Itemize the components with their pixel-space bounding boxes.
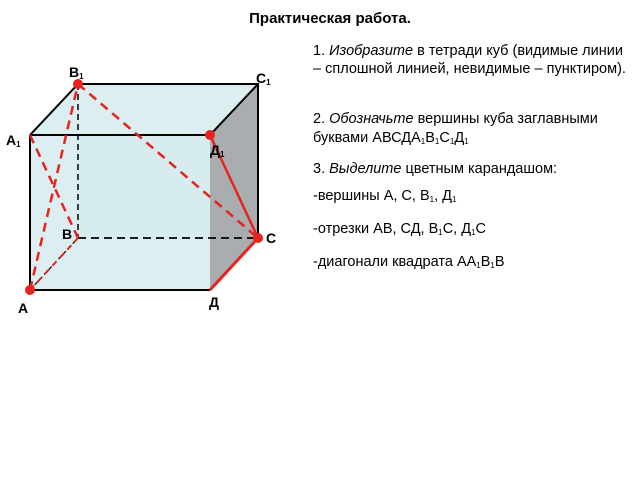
vertex-label-b1 xyxy=(69,64,84,81)
task-3-text: цветным карандашом: xyxy=(405,161,558,177)
vertex-sub: 1 xyxy=(266,78,271,87)
task-2-letter: С xyxy=(439,130,450,146)
vertex-label-c1 xyxy=(256,70,271,87)
vertex-c-dot xyxy=(253,233,263,243)
vertex-label-d1 xyxy=(210,142,224,159)
task-2-letter: Д xyxy=(454,130,465,146)
vertex-label-a xyxy=(18,300,28,316)
task-3-verb: Выделите xyxy=(329,161,402,177)
item-text: -отрезки АВ, СД, В xyxy=(313,221,439,237)
vertex-sub: 1 xyxy=(16,140,21,149)
vertex-letter: Д xyxy=(209,294,219,310)
task-1-text: в тетради куб (видимые линии – сплошной линией, невидимые – пунктиром). xyxy=(313,43,626,77)
vertex-letter: А xyxy=(6,132,17,148)
task-1-number: 1. xyxy=(313,43,326,59)
task-2-sub: 1 xyxy=(434,137,440,146)
item-text: С xyxy=(475,221,486,237)
task-2-text: вершины куба заглавными буквами АВСДА xyxy=(313,111,598,146)
task-2-verb: Обозначьте xyxy=(329,111,414,127)
task-2-sub: 1 xyxy=(420,137,426,146)
vertex-a-dot xyxy=(25,285,35,295)
vertex-letter: Д xyxy=(210,142,220,158)
vertex-letter: А xyxy=(18,300,29,316)
vertex-label-d xyxy=(209,294,219,310)
vertex-d1-dot xyxy=(205,130,215,140)
item-sub: 1 xyxy=(476,261,481,270)
vertex-sub: 1 xyxy=(219,150,225,159)
vertex-letter: С xyxy=(266,230,277,246)
task-2-number: 2. xyxy=(313,111,326,127)
vertex-label-a1 xyxy=(6,132,21,149)
item-sub: 1 xyxy=(451,195,457,204)
item-text: С, Д xyxy=(442,221,472,237)
item-sub: 1 xyxy=(471,228,476,237)
page-title: Практическая работа. xyxy=(249,10,411,27)
item-text: , Д xyxy=(434,188,452,204)
vertex-label-c xyxy=(266,230,276,246)
vertex-label-b xyxy=(62,226,72,242)
task-2-sub: 1 xyxy=(464,137,469,146)
vertex-letter: В xyxy=(62,226,73,242)
item-text: В xyxy=(480,254,491,270)
vertex-letter: С xyxy=(256,70,267,86)
item-sub: 1 xyxy=(429,195,435,204)
item-text: -вершины А, С, В xyxy=(313,188,430,204)
task-3-number: 3. xyxy=(313,161,326,177)
item-sub: 1 xyxy=(438,228,443,237)
item-text: В xyxy=(494,254,505,270)
item-sub: 1 xyxy=(490,261,495,270)
item-text: -диагонали квадрата АА xyxy=(313,254,477,270)
vertex-sub: 1 xyxy=(79,72,84,81)
vertex-letter: В xyxy=(69,64,80,80)
cube-front-face xyxy=(30,135,210,290)
task-1-verb: Изобразите xyxy=(329,43,414,59)
task-2-sub: 1 xyxy=(449,137,455,146)
task-2-letter: В xyxy=(425,130,435,146)
